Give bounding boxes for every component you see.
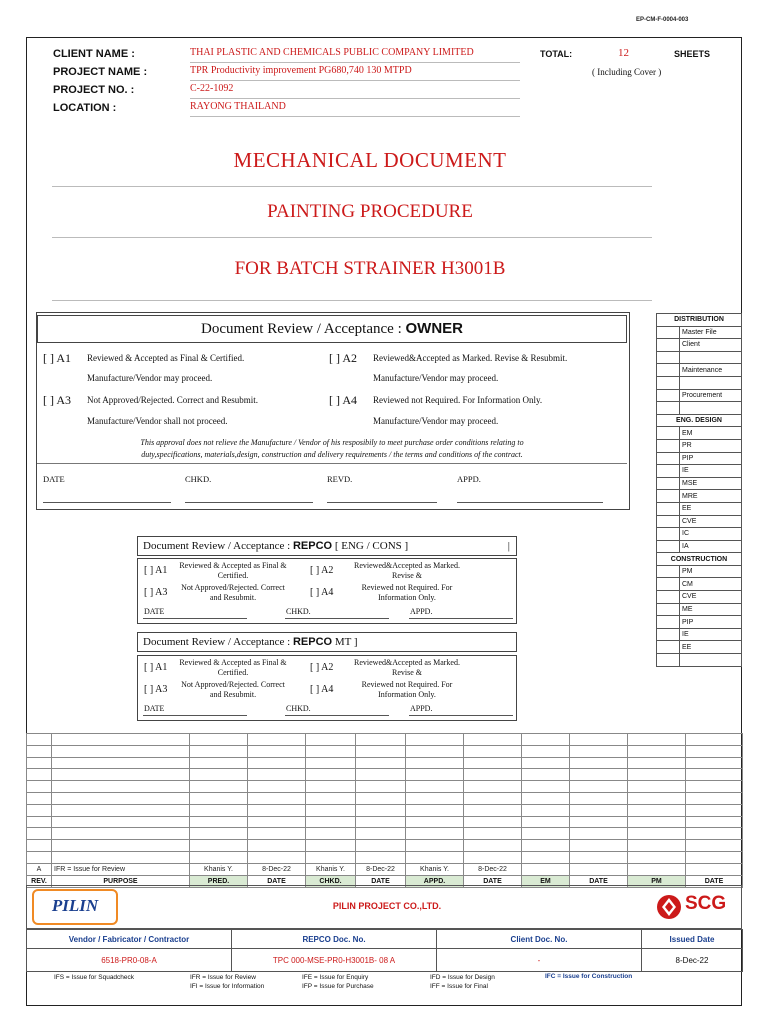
owner-a3-checkbox[interactable]: [ ] A3	[43, 393, 71, 407]
repco-eng-chkd-label: CHKD.	[286, 607, 311, 616]
owner-a2-subtext: Manufacture/Vendor may proceed.	[373, 373, 499, 383]
owner-chkd-field[interactable]	[185, 501, 313, 503]
distribution-check[interactable]	[657, 641, 680, 654]
distribution-check[interactable]	[657, 339, 680, 352]
repco-eng-date-label: DATE	[144, 607, 165, 616]
owner-approval-note-line: This approval does not relieve the Manufacture / Vendor of his resposibily to meet purchase order conditions relating to	[140, 438, 524, 447]
revision-appd-date: 8-Dec-22	[464, 863, 522, 875]
distribution-check[interactable]	[657, 351, 680, 364]
revision-header-cell: DATE	[570, 875, 628, 887]
repco-mt-title-bold: REPCO	[292, 636, 333, 648]
client-doc-number: -	[437, 949, 642, 972]
owner-a4-text: Reviewed not Required. For Information Only.	[373, 395, 543, 405]
divider	[52, 300, 652, 301]
distribution-item: PM	[680, 565, 742, 578]
distribution-item: MRE	[680, 490, 742, 503]
distribution-item: PR	[680, 439, 742, 452]
distribution-item: EE	[680, 641, 742, 654]
revision-table	[26, 733, 743, 888]
distribution-check[interactable]	[657, 603, 680, 616]
distribution-check[interactable]	[657, 515, 680, 528]
revision-pred: Khanis Y.	[190, 863, 248, 875]
owner-appd-field[interactable]	[457, 501, 603, 503]
legend-ifr: IFR = Issue for Review	[190, 974, 256, 981]
project-no-value: C-22-1092	[190, 83, 520, 99]
distribution-check[interactable]	[657, 502, 680, 515]
revision-header-cell: DATE	[248, 875, 306, 887]
repco-mt-chkd-field[interactable]	[285, 714, 389, 716]
owner-approval-note	[47, 437, 617, 461]
repco-mt-appd-label: APPD.	[410, 704, 433, 713]
repco-mt-a3-text: Not Approved/Rejected. Correct and Resubmit.	[181, 680, 285, 699]
total-value: 12	[618, 47, 629, 59]
legend-ifd: IFD = Issue for Design	[430, 974, 495, 981]
repco-eng-a3-text: Not Approved/Rejected. Correct and Resubmit.	[181, 583, 285, 602]
document-numbers-table	[26, 929, 743, 972]
revision-header-cell: PURPOSE	[52, 875, 190, 887]
distribution-item: Procurement	[680, 389, 742, 402]
owner-a2-text: Reviewed&Accepted as Marked. Revise & Resubmit.	[373, 353, 568, 363]
construction-title: CONSTRUCTION	[657, 553, 742, 566]
revision-header-cell: CHKD.	[306, 875, 356, 887]
revision-purpose: IFR = Issue for Review	[52, 863, 190, 875]
owner-a1-subtext: Manufacture/Vendor may proceed.	[87, 373, 213, 383]
repco-mt-date-field[interactable]	[143, 714, 247, 716]
owner-a4-checkbox[interactable]: [ ] A4	[329, 393, 357, 407]
legend-ifs: IFS = Issue for Squadcheck	[54, 974, 135, 981]
owner-a4-subtext: Manufacture/Vendor may proceed.	[373, 416, 499, 426]
repco-doc-header: REPCO Doc. No.	[232, 930, 437, 949]
divider	[52, 186, 652, 187]
revision-row-empty	[27, 757, 743, 769]
owner-date-field[interactable]	[43, 501, 171, 503]
vendor-doc-number: 6518-PR0-08-A	[27, 949, 232, 972]
revision-row-empty	[27, 734, 743, 746]
owner-a3-subtext: Manufacture/Vendor shall not proceed.	[87, 416, 228, 426]
scg-text: SCG	[685, 893, 727, 914]
repco-mt-title-text: Document Review / Acceptance :	[143, 636, 291, 648]
distribution-item: IC	[680, 528, 742, 541]
distribution-check[interactable]	[657, 528, 680, 541]
revision-row-empty	[27, 745, 743, 757]
distribution-item: Client	[680, 339, 742, 352]
distribution-item	[680, 376, 742, 389]
repco-eng-a3-checkbox[interactable]: [ ] A3	[144, 587, 168, 598]
distribution-item	[680, 351, 742, 364]
revision-row-empty	[27, 769, 743, 781]
distribution-item: Maintenance	[680, 364, 742, 377]
revision-row-empty	[27, 816, 743, 828]
owner-revd-field[interactable]	[327, 501, 437, 503]
distribution-check[interactable]	[657, 591, 680, 604]
revision-row-empty	[27, 781, 743, 793]
sheets-label: SHEETS	[674, 49, 711, 59]
owner-a1-text: Reviewed & Accepted as Final & Certified.	[87, 353, 245, 363]
revision-header-cell: EM	[522, 875, 570, 887]
repco-eng-a2-checkbox[interactable]: [ ] A2	[310, 565, 334, 576]
distribution-check[interactable]	[657, 427, 680, 440]
revision-rev: A	[27, 863, 52, 875]
distribution-item: IE	[680, 628, 742, 641]
repco-mt-title-suffix: MT ]	[334, 636, 358, 648]
owner-a2-checkbox[interactable]: [ ] A2	[329, 351, 357, 365]
repco-mt-a4-text: Reviewed not Required. For Information Only.	[361, 680, 453, 699]
divider	[37, 463, 627, 464]
repco-eng-a1-text: Reviewed & Accepted as Final & Certified.	[179, 561, 287, 580]
project-name-label: PROJECT NAME :	[53, 66, 148, 78]
distribution-item	[680, 654, 742, 667]
repco-eng-review-title	[137, 536, 517, 556]
distribution-check[interactable]	[657, 326, 680, 339]
owner-a1-checkbox[interactable]: [ ] A1	[43, 351, 71, 365]
repco-mt-review-box	[137, 655, 517, 721]
scg-emblem-icon	[655, 893, 683, 921]
distribution-item: Master File	[680, 326, 742, 339]
distribution-item	[680, 402, 742, 415]
client-name-label: CLIENT NAME :	[53, 48, 135, 60]
owner-a3-text: Not Approved/Rejected. Correct and Resubmit.	[87, 395, 258, 405]
divider	[52, 237, 652, 238]
company-name: PILIN PROJECT CO.,LTD.	[332, 901, 442, 911]
revision-row-a	[27, 863, 743, 875]
repco-mt-a2-text: Reviewed&Accepted as Marked. Revise &	[354, 658, 460, 677]
repco-eng-title-text: Document Review / Acceptance :	[143, 540, 291, 552]
repco-mt-appd-field[interactable]	[409, 714, 513, 716]
revision-row-empty	[27, 804, 743, 816]
eng-design-title: ENG. DESIGN	[657, 414, 742, 427]
issued-date-header: Issued Date	[642, 930, 743, 949]
revision-chkd-date: 8-Dec-22	[356, 863, 406, 875]
revision-pred-date: 8-Dec-22	[248, 863, 306, 875]
distribution-check[interactable]	[657, 376, 680, 389]
repco-mt-a1-text: Reviewed & Accepted as Final & Certified.	[179, 658, 287, 677]
client-doc-header: Client Doc. No.	[437, 930, 642, 949]
revision-header-cell: PRED.	[190, 875, 248, 887]
repco-eng-title-bold: REPCO	[292, 540, 333, 552]
distribution-item: MSE	[680, 477, 742, 490]
repco-eng-appd-label: APPD.	[410, 607, 433, 616]
pilin-logo: PILIN	[32, 889, 118, 925]
revision-row-empty	[27, 792, 743, 804]
owner-review-box	[36, 312, 630, 510]
owner-appd-label: APPD.	[457, 474, 481, 484]
repco-eng-title-suffix: [ ENG / CONS ]	[334, 540, 409, 552]
legend-iff: IFF = Issue for Final	[430, 983, 488, 990]
repco-eng-a1-checkbox[interactable]: [ ] A1	[144, 565, 168, 576]
distribution-check[interactable]	[657, 477, 680, 490]
revision-header-cell: REV.	[27, 875, 52, 887]
distribution-check[interactable]	[657, 565, 680, 578]
client-name-value: THAI PLASTIC AND CHEMICALS PUBLIC COMPANY LIMITED	[190, 47, 520, 63]
distribution-item: EM	[680, 427, 742, 440]
distribution-item: ME	[680, 603, 742, 616]
distribution-check[interactable]	[657, 654, 680, 667]
location-value: RAYONG THAILAND	[190, 101, 520, 117]
revision-header-cell: DATE	[464, 875, 522, 887]
repco-eng-date-field[interactable]	[143, 617, 247, 619]
repco-mt-a2-checkbox[interactable]: [ ] A2	[310, 662, 334, 673]
distribution-check[interactable]	[657, 389, 680, 402]
distribution-check[interactable]	[657, 540, 680, 553]
owner-chkd-label: CHKD.	[185, 474, 212, 484]
revision-header-cell: DATE	[356, 875, 406, 887]
repco-eng-title-bar: |	[507, 540, 510, 552]
revision-header-cell: APPD.	[406, 875, 464, 887]
company-banner	[26, 885, 742, 929]
distribution-check[interactable]	[657, 616, 680, 629]
revision-header-cell: PM	[628, 875, 686, 887]
total-label: TOTAL:	[540, 49, 573, 59]
legend-ifp: IFP = Issue for Purchase	[302, 983, 374, 990]
legend-ifi: IFI = Issue for Information	[190, 983, 265, 990]
repco-mt-a1-checkbox[interactable]: [ ] A1	[144, 662, 168, 673]
distribution-check[interactable]	[657, 439, 680, 452]
document-reference: EP-CM-F-0004-003	[636, 17, 689, 23]
revision-header-cell: DATE	[686, 875, 743, 887]
revision-row-empty	[27, 828, 743, 840]
location-label: LOCATION :	[53, 102, 117, 114]
distribution-check[interactable]	[657, 628, 680, 641]
distribution-check[interactable]	[657, 452, 680, 465]
revision-appd: Khanis Y.	[406, 863, 464, 875]
repco-mt-a3-checkbox[interactable]: [ ] A3	[144, 684, 168, 695]
subject-title: FOR BATCH STRAINER H3001B	[234, 258, 506, 279]
including-cover-note: ( Including Cover )	[592, 67, 662, 77]
distribution-title: DISTRIBUTION	[657, 314, 742, 327]
project-name-value: TPR Productivity improvement PG680,740 130 MTPD	[190, 65, 520, 81]
distribution-item: EE	[680, 502, 742, 515]
repco-mt-date-label: DATE	[144, 704, 165, 713]
repco-eng-a2-text: Reviewed&Accepted as Marked. Revise &	[354, 561, 460, 580]
legend-ifc: IFC = Issue for Construction	[545, 973, 633, 980]
procedure-title: PAINTING PROCEDURE	[267, 201, 473, 222]
repco-eng-chkd-field[interactable]	[285, 617, 389, 619]
owner-date-label: DATE	[43, 474, 65, 484]
distribution-check[interactable]	[657, 578, 680, 591]
distribution-table	[656, 313, 742, 667]
distribution-item: CM	[680, 578, 742, 591]
distribution-item: CVE	[680, 591, 742, 604]
distribution-item: PIP	[680, 616, 742, 629]
vendor-header: Vendor / Fabricator / Contractor	[27, 930, 232, 949]
scg-logo	[655, 893, 755, 923]
project-no-label: PROJECT NO. :	[53, 84, 135, 96]
owner-approval-note-line: duty,specifications, materials,design, construction and delivery requirements / the terms and conditions of the contract.	[141, 450, 523, 459]
legend-ife: IFE = Issue for Enquiry	[302, 974, 369, 981]
issued-date: 8-Dec-22	[642, 949, 743, 972]
distribution-check[interactable]	[657, 490, 680, 503]
repco-mt-a4-checkbox[interactable]: [ ] A4	[310, 684, 334, 695]
distribution-item: CVE	[680, 515, 742, 528]
distribution-check[interactable]	[657, 465, 680, 478]
revision-row-empty	[27, 851, 743, 863]
distribution-item: IE	[680, 465, 742, 478]
repco-eng-a4-text: Reviewed not Required. For Information Only.	[361, 583, 453, 602]
owner-review-title-owner: OWNER	[405, 320, 463, 337]
distribution-check[interactable]	[657, 402, 680, 415]
repco-mt-chkd-label: CHKD.	[286, 704, 311, 713]
owner-revd-label: REVD.	[327, 474, 353, 484]
owner-review-title	[37, 315, 627, 343]
distribution-check[interactable]	[657, 364, 680, 377]
owner-review-title-text: Document Review / Acceptance :	[200, 321, 402, 337]
repco-eng-review-box	[137, 558, 517, 624]
distribution-item: IA	[680, 540, 742, 553]
repco-doc-number: TPC 000-MSE-PR0-H3001B- 08 A	[232, 949, 437, 972]
repco-eng-appd-field[interactable]	[409, 617, 513, 619]
revision-chkd: Khanis Y.	[306, 863, 356, 875]
document-type-title: MECHANICAL DOCUMENT	[233, 148, 507, 172]
distribution-item: PIP	[680, 452, 742, 465]
repco-eng-a4-checkbox[interactable]: [ ] A4	[310, 587, 334, 598]
repco-mt-review-title	[137, 632, 517, 652]
revision-row-empty	[27, 840, 743, 852]
